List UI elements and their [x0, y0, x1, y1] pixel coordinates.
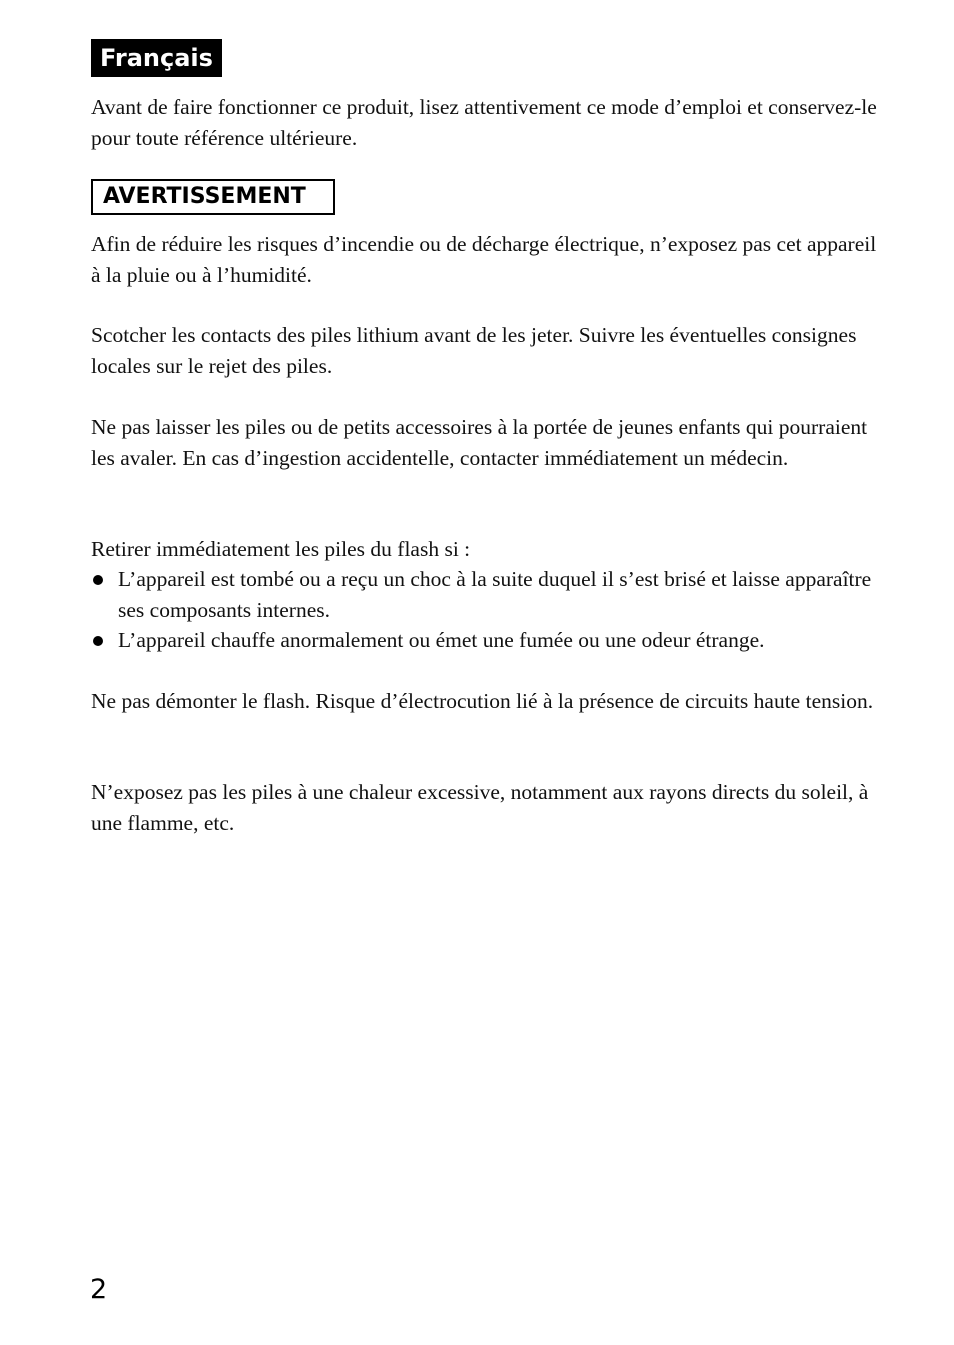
warning-heading: AVERTISSEMENT [91, 179, 335, 215]
bullet-icon [93, 636, 103, 646]
bullet-list [91, 564, 891, 656]
language-tab: Français [91, 39, 222, 77]
intro-paragraph: Avant de faire fonctionner ce produit, lisez attentivement ce mode d’emploi et conservez-le pour toute référence ultérieure. [91, 95, 877, 150]
list-item-text: L’appareil chauffe anormalement ou émet une fumée ou une odeur étrange. [118, 628, 765, 652]
paragraph-children-warning: Ne pas laisser les piles ou de petits accessoires à la portée de jeunes enfants qui pourraient les avaler. En cas d’ingestion accidentelle, contacter immédiatement un médecin. [91, 415, 868, 470]
list-item [91, 625, 891, 656]
list-item-text: L’appareil est tombé ou a reçu un choc à la suite duquel il s’est brisé et laisse apparaître ses composants internes. [118, 567, 872, 622]
paragraph-heat-warning: N’exposez pas les piles à une chaleur excessive, notamment aux rayons directs du soleil, à une flamme, etc. [91, 780, 869, 835]
bullet-icon [93, 575, 103, 585]
paragraph-moisture-warning: Afin de réduire les risques d’incendie ou de décharge électrique, n’exposez pas cet appareil à la pluie ou à l’humidité. [91, 232, 877, 287]
paragraph-disassembly-warning: Ne pas démonter le flash. Risque d’électrocution lié à la présence de circuits haute tension. [91, 689, 874, 713]
paragraph-battery-disposal: Scotcher les contacts des piles lithium avant de les jeter. Suivre les éventuelles consignes locales sur le rejet des piles. [91, 323, 857, 378]
paragraph-remove-batteries: Retirer immédiatement les piles du flash si : [91, 537, 471, 561]
list-item [91, 564, 891, 625]
page-number: 2 [90, 1274, 108, 1305]
